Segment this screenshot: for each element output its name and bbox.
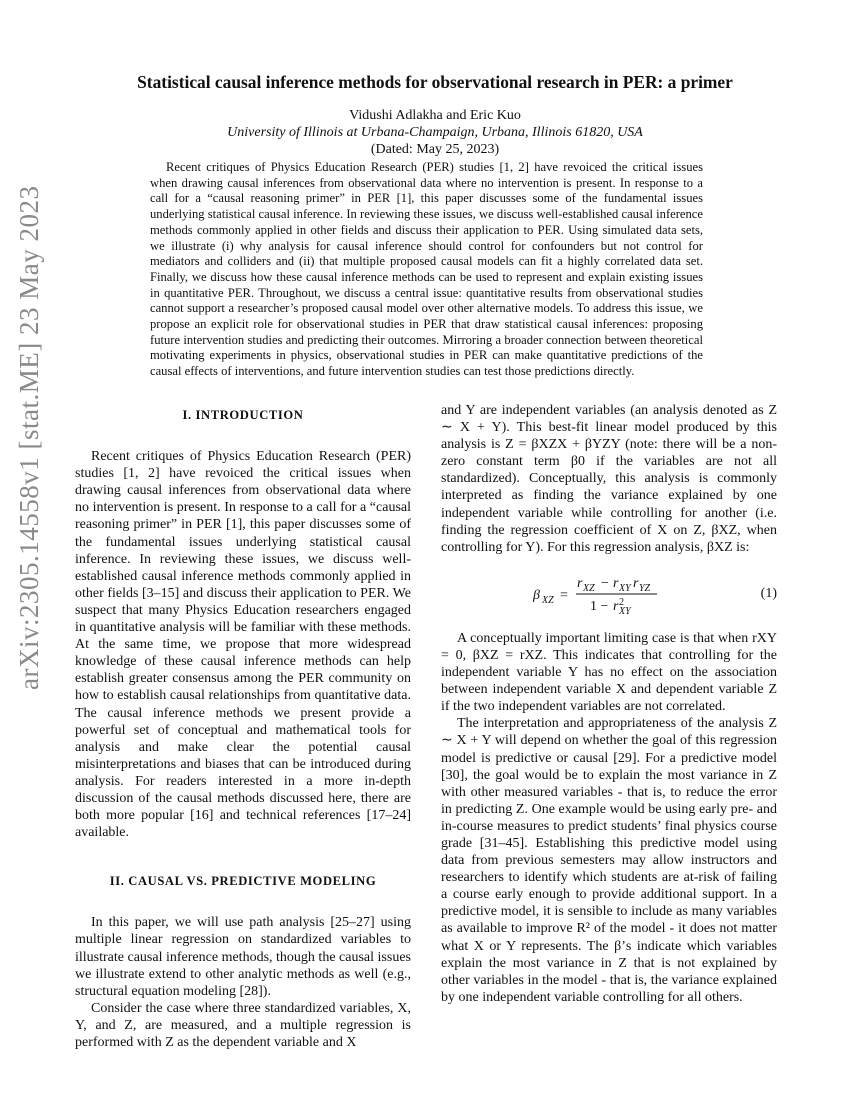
svg-text:r: r <box>633 575 639 591</box>
right-paragraph-2: A conceptually important limiting case is that when rXY = 0, βXZ = rXZ. This indicates that controlling for the independent variable Y has no effect on the association between independent variable X and dependent variable Z if the two independent variables are not correlated. <box>441 630 777 715</box>
svg-text:−: − <box>601 575 609 591</box>
author-names: Vidushi Adlakha and Eric Kuo <box>349 108 521 123</box>
intro-paragraph: Recent critiques of Physics Education Research (PER) studies [1, 2] have revoiced the critical issues when drawing causal inferences from observational data where no intervention is present. In response to a call for a “causal reasoning primer” in PER [1], this paper discusses some of the fundamental issues underlying statistical causal inference. In reviewing these issues, we discuss well-established causal inference methods commonly applied in other fields [3–15] and discuss their application to PER. We suspect that many Physics Education researchers engaged in quantitative analysis will be familiar with these methods. At the same time, we propose that more widespread knowledge of these causal inference methods can help establish greater consensus among the PER community on how to establish causal relationships from quantitative data. The causal inference methods we present provide a powerful set of conceptual and mathematical tools for analysis and make clear the potential causal misinterpretations and biases that can be introduced during analysis. For readers interested in a more in-depth discussion of the causal methods discussed here, there are both more popular [16] and technical references [17–24] available. <box>75 449 411 841</box>
arxiv-identifier: arXiv:2305.14558v1 [stat.ME] 23 May 2023 <box>14 185 44 690</box>
right-paragraph-1: and Y are independent variables (an analysis denoted as Z ∼ X + Y). This best-fit linear model produced by this analysis is Z = βXZX + βYZY (note: there will be a non-zero constant term β0 if the variables are not all standardized). Conceptually, this analysis is commonly interpreted as finding the variance explained by one independent variable while controlling for another (i.e. finding the regression coefficient of X on Z, βXZ, when controlling for Y). For this regression analysis, βXZ is: <box>441 403 777 555</box>
svg-text:β: β <box>533 587 540 603</box>
svg-text:r: r <box>613 598 619 614</box>
svg-text:1 −: 1 − <box>590 598 609 614</box>
svg-text:XY: XY <box>619 582 631 594</box>
equation-number: (1) <box>760 586 777 602</box>
left-column <box>75 402 411 1051</box>
abstract: Recent critiques of Physics Education Research (PER) studies [1, 2] have revoiced the critical issues when drawing causal inferences from observational data where no intervention is present. In response to a call for a “causal reasoning primer” in PER [1], this paper discusses some of the fundamental issues underlying statistical causal inference. In reviewing these issues, we discuss well-established causal inference methods commonly applied in other fields and discuss their application to PER. Using simulated data sets, we illustrate (i) why analysis for causal inference should control for confounders but not control for mediators and colliders and (ii) that multiple proposed causal models can fit a highly correlated data set. Finally, we discuss how these causal inference methods can be used to represent and explain existing issues in quantitative PER. Throughout, we discuss a central issue: quantitative results from observational studies cannot support a researcher’s proposed causal model over other alternative models. To address this issue, we propose an explicit role for observational studies in PER that draw statistical causal inferences: proposing future intervention studies and predicting their outcomes. Mirroring a broader connection between theoretical motivating experiments in physics, observational studies in PER can make quantitative predictions of the causal effects of interventions, and future intervention studies can test those predictions directly. <box>150 160 703 379</box>
svg-text:=: = <box>560 587 568 603</box>
right-paragraph-3: The interpretation and appropriateness of the analysis Z ∼ X + Y will depend on whether the goal of this regression model is predictive or causal [29]. For a predictive model [30], the goal would be to explain the most variance in Z with other measured variables - that is, to reduce the error in predicting Z. One example would be using early pre- and in-course measures to predict students’ final physics course grade [31–45]. Establishing this predictive model using data from previous semesters may allow instructors and researchers to identify which students are at-risk of failing a course early enough to provide additional support. In a predictive model, it is sensible to include as many variables as available to improve R² of the model - it does not matter what X or Y represents. The β’s indicate which variables explain the most variance in Z that is not explained by other variables in the model - that is, the variance explained by one independent variable controlling for all others. <box>441 716 777 1005</box>
svg-text:XY: XY <box>619 605 631 616</box>
section2-paragraph-2: Consider the case where three standardized variables, X, Y, and Z, are measured, and a multiple regression is performed with Z as the dependent variable and X <box>75 1000 411 1050</box>
svg-text:r: r <box>577 575 583 591</box>
svg-text:XZ: XZ <box>583 582 595 594</box>
author-affiliation: University of Illinois at Urbana-Champaign, Urbana, Illinois 61820, USA <box>227 125 643 140</box>
right-column <box>441 402 777 1006</box>
svg-text:XZ: XZ <box>542 594 554 606</box>
svg-text:r: r <box>613 575 619 591</box>
date-line: (Dated: May 25, 2023) <box>370 142 500 157</box>
section2-paragraph-1: In this paper, we will use path analysis [25–27] using multiple linear regression on standardized variables to illustrate causal inference methods, though the causal issues we illustrate extend to other analytic methods as well (e.g., structural equation modeling [28]). <box>75 915 411 999</box>
svg-text:YZ: YZ <box>639 582 651 594</box>
section-heading-causal-vs-predictive: II. CAUSAL VS. PREDICTIVE MODELING <box>109 874 377 889</box>
section-heading-introduction: I. INTRODUCTION <box>182 408 304 422</box>
equation-1-formula <box>533 572 703 616</box>
paper-title: Statistical causal inference methods for observational research in PER: a primer <box>137 72 733 92</box>
equation-1 <box>441 572 777 616</box>
svg-text:2: 2 <box>619 596 624 608</box>
author-block <box>90 107 780 158</box>
